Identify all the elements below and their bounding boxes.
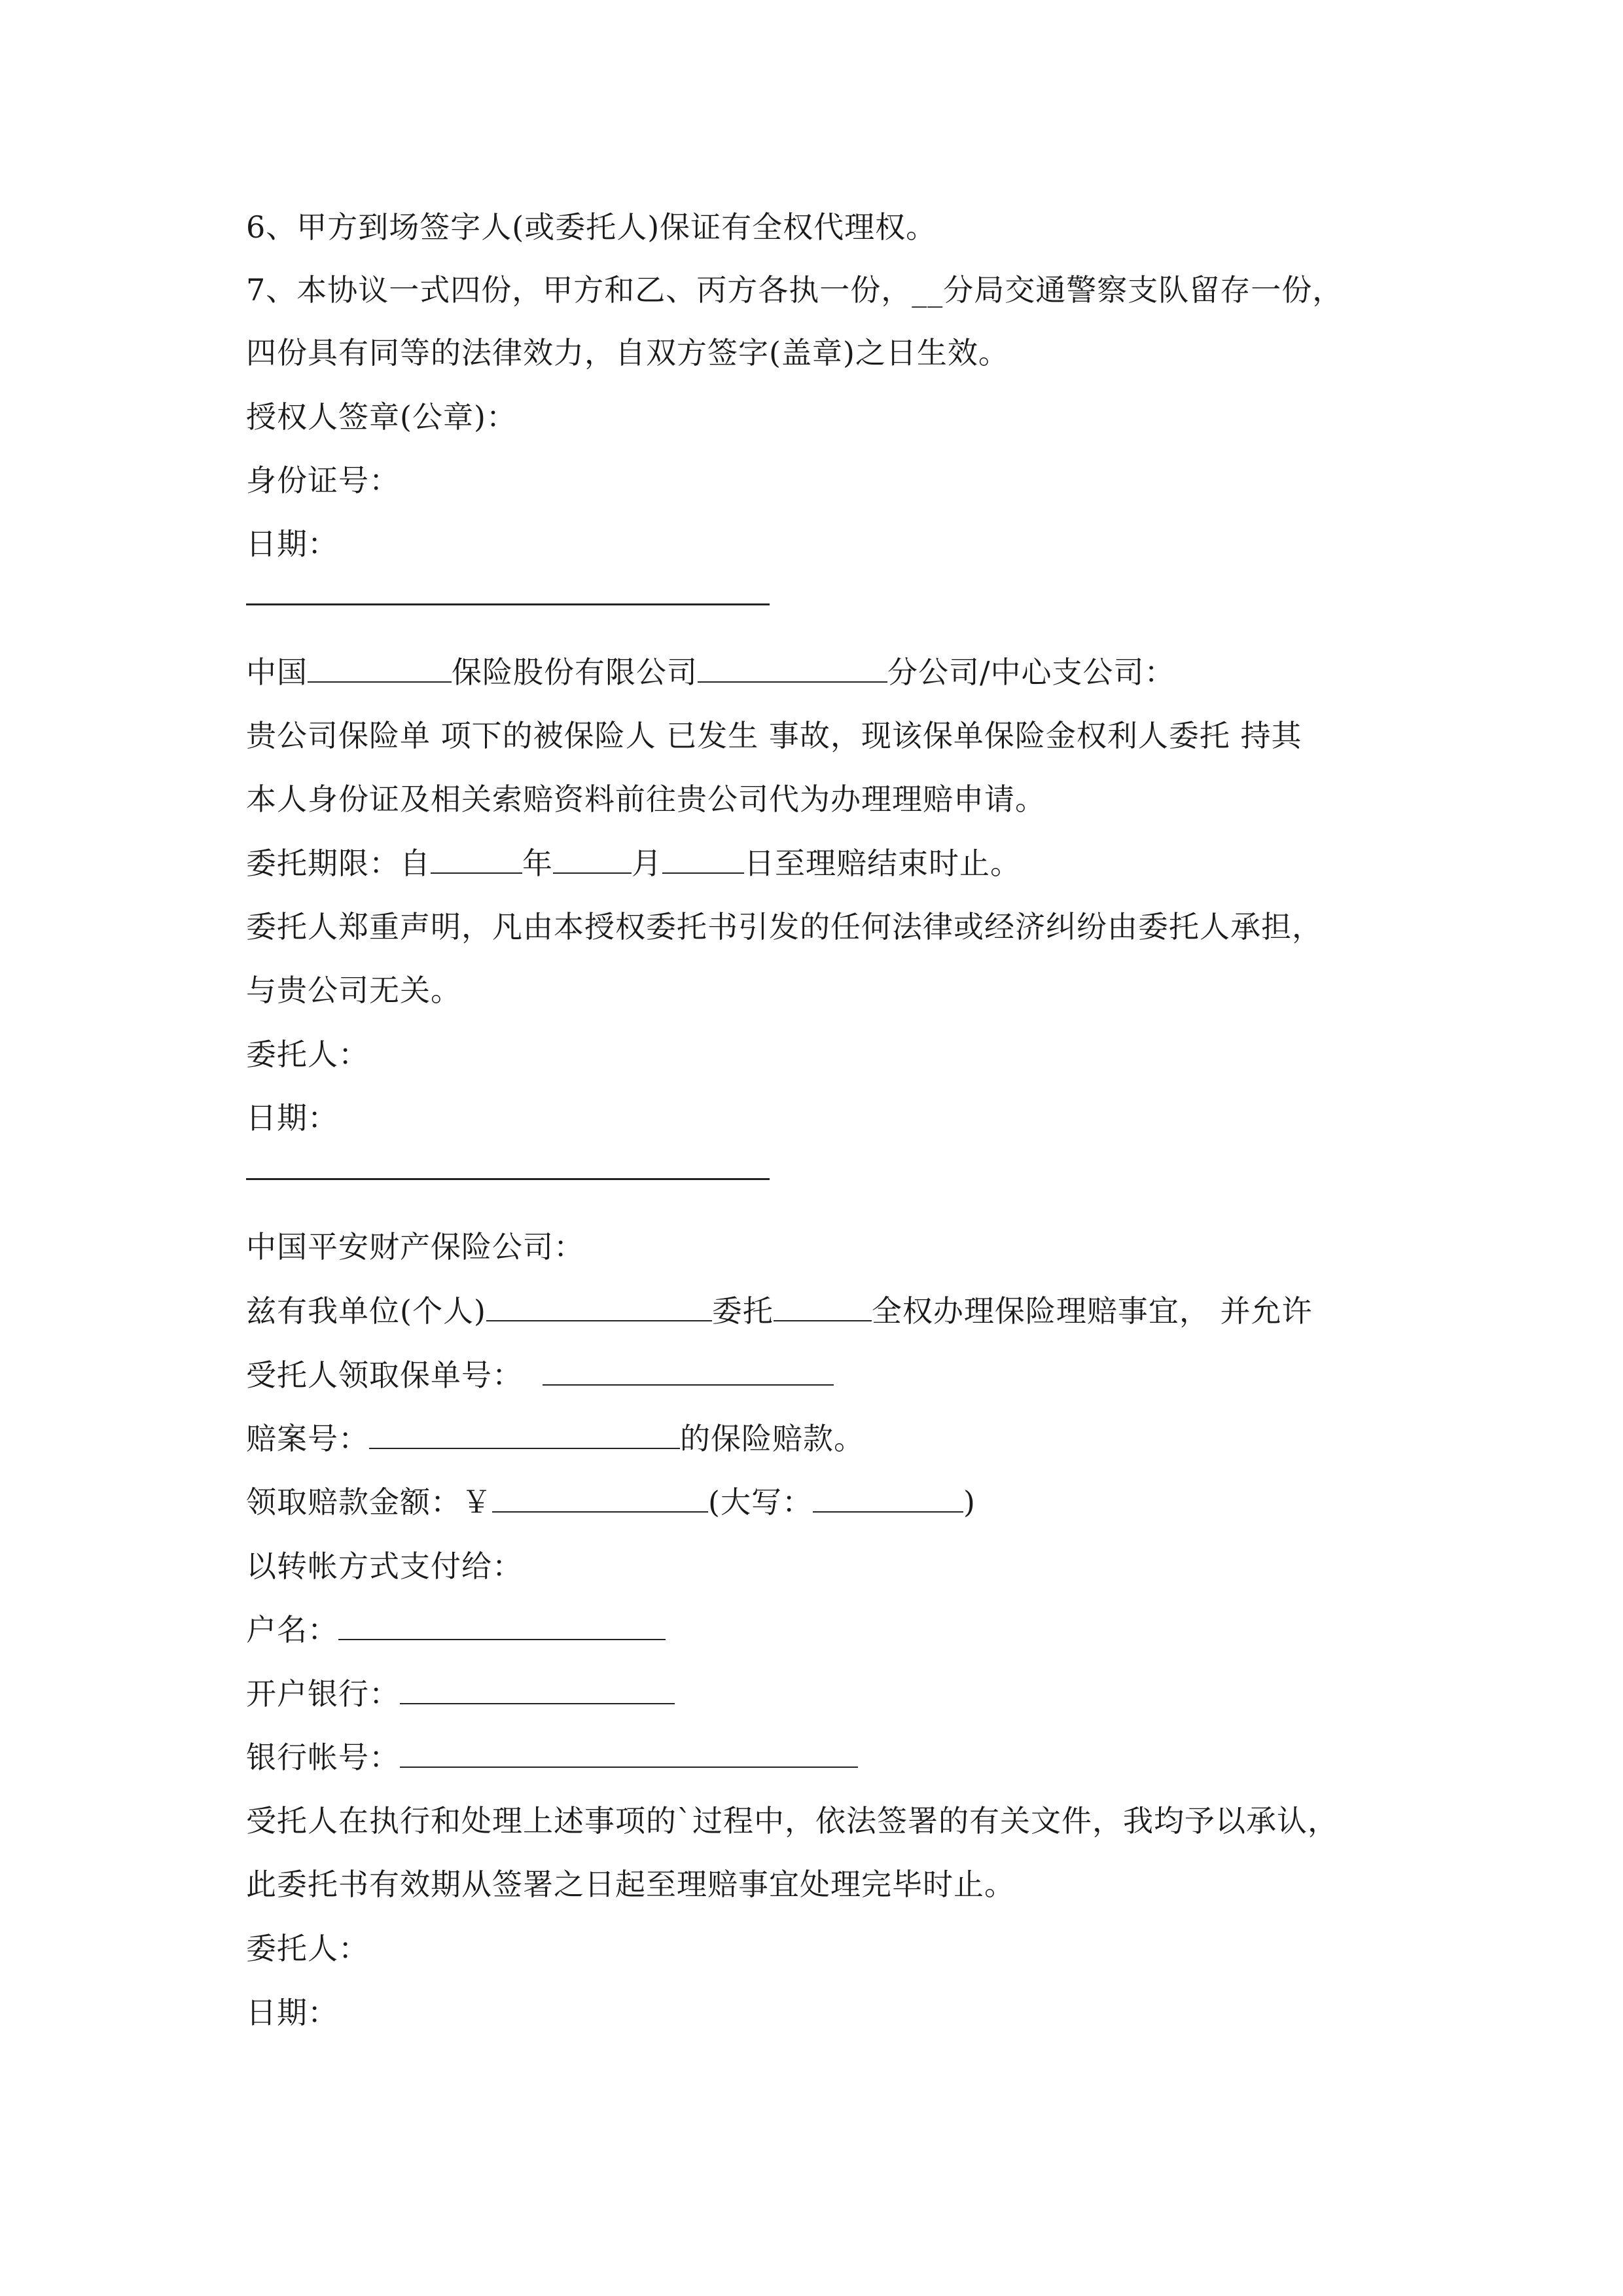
amount-caps-close: ) [963, 1484, 976, 1520]
account-name-blank [338, 1613, 666, 1640]
policy-number-blank [543, 1358, 834, 1386]
unit-name-blank [486, 1294, 712, 1321]
account-name-line [246, 1611, 666, 1649]
bank-label: 开户银行： [246, 1676, 400, 1712]
clause-7-line1: 7、本协议一式四份，甲方和乙、丙方各执一份，__分局交通警察支队留存一份， [246, 272, 1344, 308]
clause-6: 6、甲方到场签字人(或委托人)保证有全权代理权。 [246, 209, 937, 245]
addressee-prefix: 中国 [246, 655, 308, 690]
case-suffix: 的保险赔款。 [680, 1421, 865, 1456]
body-line1: 贵公司保险单 项下的被保险人 已发生 事故，现该保单保险金权利人委托 持其 [246, 718, 1302, 753]
month-label: 月 [632, 846, 662, 881]
case-label: 赔案号： [246, 1421, 369, 1456]
principal-label: 委托人： [246, 1037, 369, 1072]
amount-label: 领取赔款金额：￥ [246, 1484, 492, 1520]
addressee-branch: 分公司/中心支公司： [887, 655, 1175, 690]
account-name-label: 户名： [246, 1612, 338, 1647]
authorizer-seal-label: 授权人签章(公章)： [246, 399, 517, 435]
addressee-line [246, 653, 1175, 691]
account-number-line [246, 1738, 858, 1776]
section-divider [246, 603, 770, 605]
case-line [246, 1420, 865, 1458]
declaration-line2: 与贵公司无关。 [246, 973, 461, 1008]
addressee-company: 保险股份有限公司 [452, 655, 698, 690]
closing-line1: 受托人在执行和处理上述事项的`过程中，依法签署的有关文件，我均予以承认， [246, 1803, 1338, 1839]
amount-caps-label: (大写： [708, 1484, 813, 1520]
year-blank [431, 846, 522, 874]
policy-label: 受托人领取保单号： [246, 1357, 523, 1393]
date-label: 日期： [246, 526, 338, 562]
mandate-scope-label: 全权办理保险理赔事宜， 并允许 [871, 1293, 1313, 1329]
term-line [246, 844, 1021, 882]
date-label-2: 日期： [246, 1100, 338, 1136]
company-name-blank [308, 655, 452, 683]
year-label: 年 [522, 846, 553, 881]
transfer-label: 以转帐方式支付给： [246, 1549, 523, 1584]
section-divider-2 [246, 1178, 770, 1180]
amount-line [246, 1483, 976, 1521]
bank-line [246, 1675, 675, 1713]
branch-name-blank [698, 655, 887, 683]
id-number-label: 身份证号： [246, 463, 400, 498]
mandate-unit-label: 兹有我单位(个人) [246, 1293, 486, 1329]
amount-blank [492, 1485, 708, 1513]
term-label: 委托期限：自 [246, 846, 431, 881]
agent-name-blank [774, 1294, 872, 1321]
policy-line [246, 1356, 834, 1394]
clause-7-line2: 四份具有同等的法律效力，自双方签字(盖章)之日生效。 [246, 335, 1009, 370]
day-label: 日至理赔结束时止。 [744, 846, 1021, 881]
declaration-line1: 委托人郑重声明，凡由本授权委托书引发的任何法律或经济纠纷由委托人承担， [246, 909, 1323, 944]
amount-caps-blank [813, 1485, 963, 1513]
mandate-line [246, 1292, 1313, 1330]
principal-label-3: 委托人： [246, 1931, 369, 1966]
mandate-entrust-label: 委托 [711, 1293, 774, 1329]
addressee-pingan: 中国平安财产保险公司： [246, 1229, 584, 1265]
account-number-label: 银行帐号： [246, 1740, 400, 1775]
day-blank [662, 846, 744, 874]
bank-blank [400, 1677, 675, 1704]
body-line2: 本人身份证及相关索赔资料前往贵公司代为办理理赔申请。 [246, 781, 1046, 817]
month-blank [553, 846, 632, 874]
case-number-blank [369, 1422, 680, 1449]
account-number-blank [400, 1740, 858, 1768]
date-label-3: 日期： [246, 1995, 338, 2030]
closing-line2: 此委托书有效期从签署之日起至理赔事宜处理完毕时止。 [246, 1867, 1015, 1902]
